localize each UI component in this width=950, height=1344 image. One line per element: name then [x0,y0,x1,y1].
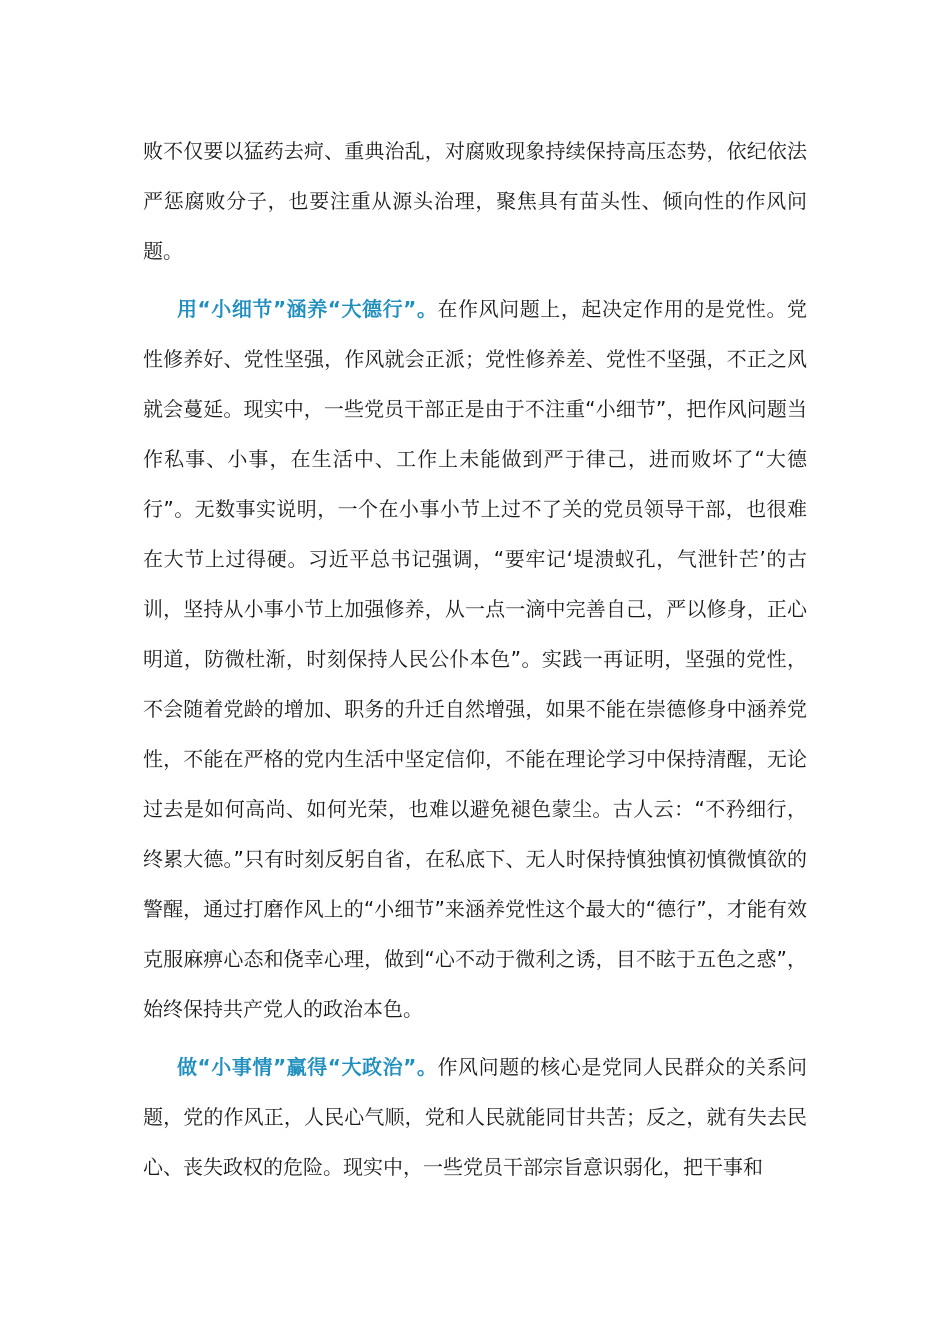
paragraph-small-things [143,1042,807,1192]
section-heading-small-things: 做“小事情”赢得“大政治”。 [177,1055,438,1079]
paragraph-text: 作风问题的核心是党同人民群众的关系问题，党的作风正，人民心气顺，党和人民就能同甘共苦；反之，就有失去民心、丧失政权的危险。现实中，一些党员干部宗旨意识弱化，把干事和 [143,1055,808,1179]
paragraph-continuation [143,126,807,276]
paragraph-small-details [143,284,807,1034]
paragraph-text: 在作风问题上，起决定作用的是党性。党性修养好、党性坚强，作风就会正派；党性修养差、党性不坚强，不正之风就会蔓延。现实中，一些党员干部正是由于不注重“小细节”，把作风问题当作私事、小事，在生活中、工作上未能做到严于律己，进而败坏了“大德行”。无数事实说明，一个在小事小节上过不了关的党员领导干部，也很难在大节上过得硬。习近平总书记强调，“要牢记‘堤溃蚁孔，气泄针芒’的古训，坚持从小事小节上加强修养，从一点一滴中完善自己，严以修身，正心明道，防微杜渐，时刻保持人民公仆本色”。实践一再证明，坚强的党性，不会随着党龄的增加、职务的升迁自然增强，如果不能在崇德修身中涵养党性，不能在严格的党内生活中坚定信仰，不能在理论学习中保持清醒，无论过去是如何高尚、如何光荣，也难以避免褪色蒙尘。古人云：“不矜细行，终累大德。”只有时刻反躬自省，在私底下、无人时保持慎独慎初慎微慎欲的警醒，通过打磨作风上的“小细节”来涵养党性这个最大的“德行”，才能有效克服麻痹心态和侥幸心理，做到“心不动于微利之诱，目不眩于五色之惑”，始终保持共产党人的政治本色。 [143,297,808,1021]
paragraph-text: 败不仅要以猛药去疴、重典治乱，对腐败现象持续保持高压态势，依纪依法严惩腐败分子，也要注重从源头治理，聚焦具有苗头性、倾向性的作风问题。 [143,139,807,263]
document-body [143,126,807,1192]
section-heading-small-details: 用“小细节”涵养“大德行”。 [177,297,438,321]
